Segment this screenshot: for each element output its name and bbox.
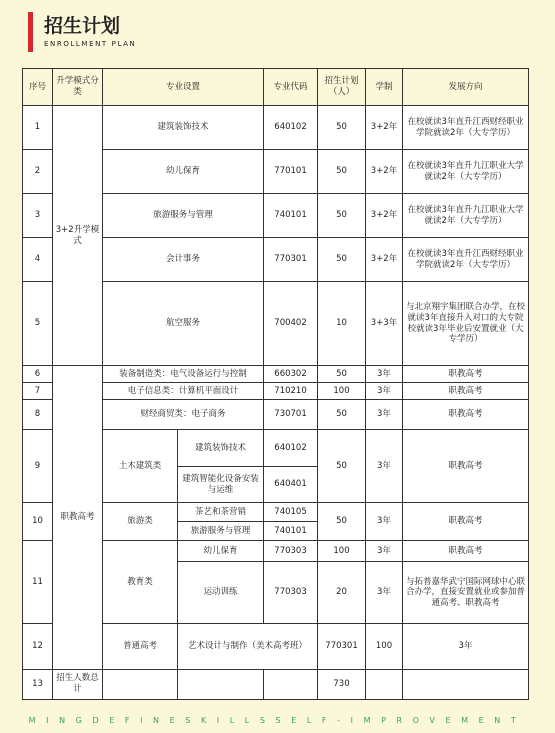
- cell-code: 740101: [264, 522, 318, 541]
- cell-no: 9: [23, 430, 53, 503]
- cell-major: 电子信息类：计算机平面设计: [103, 383, 264, 400]
- cell-plan: 10: [318, 282, 366, 366]
- cell-category: 旅游类: [103, 503, 178, 541]
- cell-years: 3+2年: [366, 106, 403, 150]
- cell-years: 3年: [366, 430, 403, 503]
- cell-major: 建筑装饰技术: [103, 106, 264, 150]
- cell-major: 航空服务: [103, 282, 264, 366]
- cell-code: 770101: [264, 150, 318, 194]
- cell-no: 1: [23, 106, 53, 150]
- cell-code: 770301: [264, 238, 318, 282]
- cell-plan: 50: [318, 150, 366, 194]
- cell-direction: 在校就读3年直升江西财经职业学院就读2年（大专学历）: [403, 238, 529, 282]
- cell-no: 8: [23, 400, 53, 430]
- cell-no: 3: [23, 194, 53, 238]
- cell-code: 660302: [264, 366, 318, 383]
- cell-major: 旅游服务与管理: [178, 522, 264, 541]
- cell-total-label: 招生人数总计: [53, 669, 103, 699]
- cell-code: 770301: [318, 624, 366, 670]
- table-header-row: [23, 69, 529, 106]
- cell-code: 640102: [264, 430, 318, 467]
- cell-no: 12: [23, 624, 53, 670]
- cell-code: 770303: [264, 541, 318, 562]
- cell-plan: 100: [318, 541, 366, 562]
- cell-no: 7: [23, 383, 53, 400]
- cell-plan: 50: [318, 106, 366, 150]
- cell-direction: 职教高考: [403, 430, 529, 503]
- cell-major: 装备制造类：电气设备运行与控制: [103, 366, 264, 383]
- header-mode: 升学模式分类: [53, 69, 103, 106]
- cell-code: 710210: [264, 383, 318, 400]
- cell-no: 6: [23, 366, 53, 383]
- cell-plan: 100: [366, 624, 403, 670]
- cell-direction: 职教高考: [403, 541, 529, 562]
- cell-category: 教育类: [103, 541, 178, 624]
- enrollment-table: [22, 68, 529, 700]
- header-plan: 招生计划（人）: [318, 69, 366, 106]
- page-subtitle: ENROLLMENT PLAN: [44, 40, 137, 48]
- cell-years: 3年: [366, 366, 403, 383]
- page-title: 招生计划: [44, 15, 121, 37]
- cell-years: 3+3年: [366, 282, 403, 366]
- cell-code: 700402: [264, 282, 318, 366]
- cell-direction: 在校就读3年直升江西财经职业学院就读2年（大专学历）: [403, 106, 529, 150]
- cell-direction: 职教高考: [403, 503, 529, 541]
- cell-plan: 100: [318, 383, 366, 400]
- cell-mode: 3+2升学模式: [53, 106, 103, 366]
- cell-major: 幼儿保育: [103, 150, 264, 194]
- cell-major: 会计事务: [103, 238, 264, 282]
- cell-years: 3年: [403, 624, 529, 670]
- cell-code: 740101: [264, 194, 318, 238]
- cell-plan: 50: [318, 400, 366, 430]
- cell-direction: 职教高考: [403, 366, 529, 383]
- cell-empty: [264, 669, 318, 699]
- cell-plan: 50: [318, 366, 366, 383]
- cell-years: 3年: [366, 541, 403, 562]
- footer-slogan: MINGDEFINESKILLSSELF-IMPROVEMENT: [28, 716, 527, 725]
- cell-no: 4: [23, 238, 53, 282]
- cell-mode: 普通高考: [103, 624, 178, 670]
- cell-code: 640401: [264, 467, 318, 503]
- cell-years: 3+2年: [366, 150, 403, 194]
- header-no: 序号: [23, 69, 53, 106]
- header-direction: 发展方向: [403, 69, 529, 106]
- cell-direction: 在校就读3年直升九江职业大学就读2年（大专学历）: [403, 194, 529, 238]
- cell-major: 艺术设计与制作（美术高考班）: [178, 624, 318, 670]
- cell-plan: 20: [318, 562, 366, 624]
- cell-plan: 50: [318, 194, 366, 238]
- cell-no: 13: [23, 669, 53, 699]
- cell-code: 770303: [264, 562, 318, 624]
- cell-direction: 与北京翔宇集团联合办学，在校就读3年直接升入对口的大专院校就读3年毕业后安置就业（大专学历）: [403, 282, 529, 366]
- header-code: 专业代码: [264, 69, 318, 106]
- cell-major: 建筑智能化设备安装与运维: [178, 467, 264, 503]
- cell-empty: [403, 669, 529, 699]
- cell-major: 财经商贸类：电子商务: [103, 400, 264, 430]
- cell-direction: 职教高考: [403, 400, 529, 430]
- cell-major: 茶艺和茶营销: [178, 503, 264, 522]
- cell-years: 3年: [366, 562, 403, 624]
- cell-major: 运动训练: [178, 562, 264, 624]
- table-row: [23, 669, 529, 699]
- cell-no: 10: [23, 503, 53, 541]
- cell-code: 640102: [264, 106, 318, 150]
- cell-major: 旅游服务与管理: [103, 194, 264, 238]
- table-row: [23, 366, 529, 383]
- cell-years: 3年: [366, 383, 403, 400]
- accent-bar: [28, 12, 33, 52]
- cell-empty: [366, 669, 403, 699]
- cell-code: 740105: [264, 503, 318, 522]
- table-row: [23, 106, 529, 150]
- cell-direction: 在校就读3年直升九江职业大学就读2年（大专学历）: [403, 150, 529, 194]
- cell-no: 5: [23, 282, 53, 366]
- cell-plan: 50: [318, 503, 366, 541]
- cell-code: 730701: [264, 400, 318, 430]
- cell-major: 幼儿保育: [178, 541, 264, 562]
- cell-direction: 与拓普嘉华武宁国际网球中心联合办学，直接安置就业或参加普通高考、职教高考: [403, 562, 529, 624]
- cell-mode: 职教高考: [53, 366, 103, 670]
- cell-years: 3年: [366, 400, 403, 430]
- cell-major: 建筑装饰技术: [178, 430, 264, 467]
- cell-plan: 50: [318, 430, 366, 503]
- header-years: 学制: [366, 69, 403, 106]
- cell-no: 2: [23, 150, 53, 194]
- cell-years: 3年: [366, 503, 403, 541]
- cell-direction: 职教高考: [403, 383, 529, 400]
- cell-empty: [103, 669, 178, 699]
- header-major: 专业设置: [103, 69, 264, 106]
- cell-years: 3+2年: [366, 194, 403, 238]
- cell-total: 730: [318, 669, 366, 699]
- cell-plan: 50: [318, 238, 366, 282]
- cell-no: 11: [23, 541, 53, 624]
- cell-empty: [178, 669, 264, 699]
- cell-years: 3+2年: [366, 238, 403, 282]
- cell-category: 土木建筑类: [103, 430, 178, 503]
